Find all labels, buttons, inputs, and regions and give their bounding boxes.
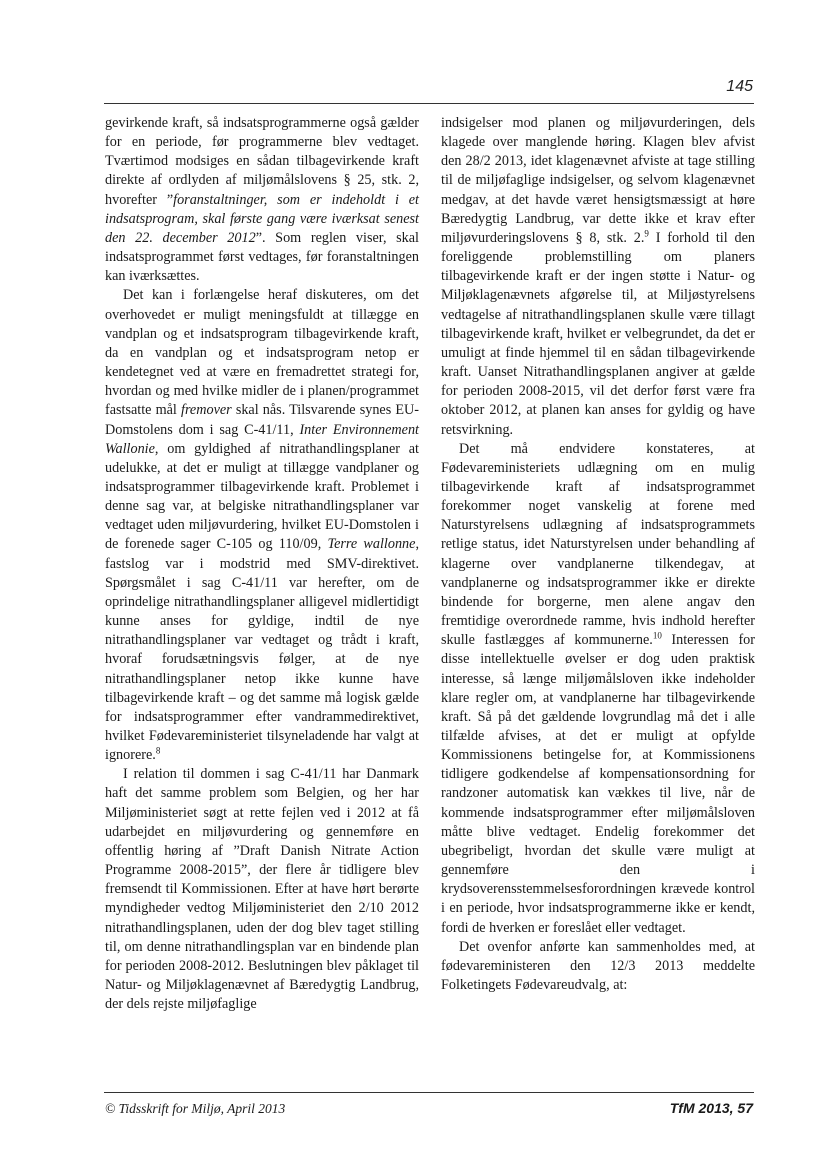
text-run: indsigelser mod planen og miljøvurderingen, dels klagede over manglende høring. Klagen blev afvist den 28/2 2013, idet klagenævnet afviste at tage stilling til de miljøfaglige indsigelser, og selvom klagenævnet medgav, at det havde været hensigtsmæssigt at høre Bæredygtig Landbrug, var dette ikke et krav efter miljøvurderingslovens § 8, stk. 2. xyxy=(441,115,755,246)
paragraph xyxy=(441,440,755,938)
right-column xyxy=(441,114,755,995)
text-run: , om gyldighed af nitrathandlingsplaner at udelukke, at det er muligt at tillægge vandplaner og indsatsprogrammer tilbagevirkende kraft. Problemet i denne sag var, at belgiske nitrathandlingsplaner var vedtaget uden miljøvurdering, hvilket EU-Domstolen i de forenede sager C-105 og 110/09, xyxy=(105,440,419,553)
text-run: Det ovenfor anførte kan sammenholdes med, at fødevareministeren den 12/3 2013 meddelte Folketingets Fødevareudvalg, at: xyxy=(441,938,755,994)
footer-copyright: © Tidsskrift for Miljø, April 2013 xyxy=(105,1101,286,1116)
case-name: Terre wallonne xyxy=(327,536,416,553)
footnote-ref[interactable]: 10 xyxy=(652,630,662,641)
footer-citation: TfM 2013, 57 xyxy=(669,1100,753,1116)
paragraph xyxy=(105,286,419,765)
text-run: skal nås. Tilsvarende synes EU-Domstolens dom i sag C-41/11, xyxy=(105,402,419,438)
footnote-ref[interactable]: 8 xyxy=(155,745,161,756)
text-run: I forhold til den foreliggende problemstilling om planers tilbagevirkende kraft er der ingen støtte i Natur- og Miljøklagenævnets afgørelse til, at Miljøstyrelsens vedtagelse af nitrathandlingsplanen skulle være tillagt tilbagevirkende kraft, hvilket er velbegrundet, da det er umuligt at finde hjemmel til en sådan tilbagevirkende kraft. Uanset Nitrathandlingsplanen angiver at gælde for perioden 2008-2015, vil det derfor først være fra oktober 2012, at planen kan anses for gyldig og have retsvirkning. xyxy=(441,229,755,438)
paragraph xyxy=(441,938,755,995)
text-run: ”. Som reglen viser, skal indsatsprogrammet først vedtages, før foranstaltningen kan iværksættes. xyxy=(105,229,419,285)
page-number: 145 xyxy=(726,78,753,95)
text-run: Interessen for disse intellektuelle øvelser er dog uden praktisk interesse, så længe miljømålsloven ikke indeholder klare regler om, at vandplanerne har tilbagevirkende kraft. Så på det gældende lovgrundlag må det i alle tilfælde afvises, at det er muligt at opfylde Kommissionens betingelse for, at Kommissionens tidligere godkendelse af kompensationsordning for randzoner automatisk kan vækkes til live, når de kommende indsatsprogrammer efter miljømålsloven måtte blive vedtaget. Endelig forekommer det ubegribeligt, hvordan det skulle være muligt at gennemføre den i krydsoverensstemmelsesforordningen krævede kontrol i en periode, hvor indsatsprogrammerne ikke er kendt, fordi de hverken er foreslået eller vedtaget. xyxy=(441,632,755,936)
footer-rule xyxy=(104,1092,754,1093)
footnote-ref[interactable]: 9 xyxy=(644,228,649,239)
paragraph xyxy=(105,114,419,286)
emphasis: fremover xyxy=(181,402,232,419)
text-run: gevirkende kraft, så indsatsprogrammerne også gælder for en periode, før programmerne blev vedtaget. Tværtimod modsiges en sådan tilbagevirkende kraft direkte af ordlyden af miljømålslovens § 25, stk. 2, hvorefter ” xyxy=(105,115,419,208)
paragraph xyxy=(441,114,755,440)
left-column xyxy=(105,114,419,1014)
header-rule xyxy=(104,103,754,104)
text-run: , fastslog var i modstrid med SMV-direktivet. Spørgsmålet i sag C-41/11 var herefter, om de oprindelige nitrathandlingsplaner alligevel midlertidigt kunne anses for gyldige, indtil de nye nitrathandlingsplaner var vedtaget og trådt i kraft, hvoraf forudsætningsvis følger, at de nye nitrathandlingsplaner netop ikke kunne have tilbagevirkende kraft – og det samme må logisk gælde for indsatsprogrammer efter vandrammedirektivet, hvilket Fødevareministeriet tilsyneladende har valgt at ignorere. xyxy=(105,536,419,764)
text-run: Det kan i forlængelse heraf diskuteres, om det overhovedet er muligt meningsfuldt at tillægge en vandplan og et indsatsprogram tilbagevirkende kraft, da en vandplan og et indsatsprogram netop er kendetegnet ved at være en fremadrettet strategi for, hvordan og med hvilke midler de i planen/programmet fastsatte mål xyxy=(105,287,419,419)
quoted-provision: foranstaltninger, som er indeholdt i et indsatsprogram, skal første gang være iværksat senest den 22. december 2012 xyxy=(105,191,419,246)
paragraph xyxy=(105,765,419,1014)
text-run: Det må endvidere konstateres, at Fødevareministeriets udlægning om en mulig tilbagevirkende kraft af indsatsprogrammet forekommer noget vanskelig at forene med Naturstyrelsens udlægning af indsatsprogrammets retlige status, idet Naturstyrelsen under behandling af klagerne over vandplanerne tilkendegav, at vandplanerne og indsatsprogrammer ikke er direkte bindende for borgerne, men alene angav den fremtidige overordnede ramme, hvis indhold herefter skulle fastlægges af kommunerne. xyxy=(441,440,755,649)
text-run: I relation til dommen i sag C-41/11 har Danmark haft det samme problem som Belgien, og her har Miljøministeriet søgt at rette fejlen ved i 2012 at få udarbejdet en miljøvurdering og gennemføre en offentlig høring af ”Draft Danish Nitrate Action Programme 2008-2015”, der flere år tidligere blev fremsendt til Kommissionen. Efter at have hørt berørte myndigheder vedtog Miljøministeriet den 2/10 2012 nitrathandlingsplanen, uden der dog blev taget stilling til, om denne nitrathandlingsplan var en bindende plan for perioden 2008-2012. Beslutningen blev påklaget til Natur- og Miljøklagenævnet af Bæredygtig Landbrug, der dels rejste miljøfaglige xyxy=(105,766,419,1013)
case-name: Inter Environnement Wallonie xyxy=(105,421,419,457)
